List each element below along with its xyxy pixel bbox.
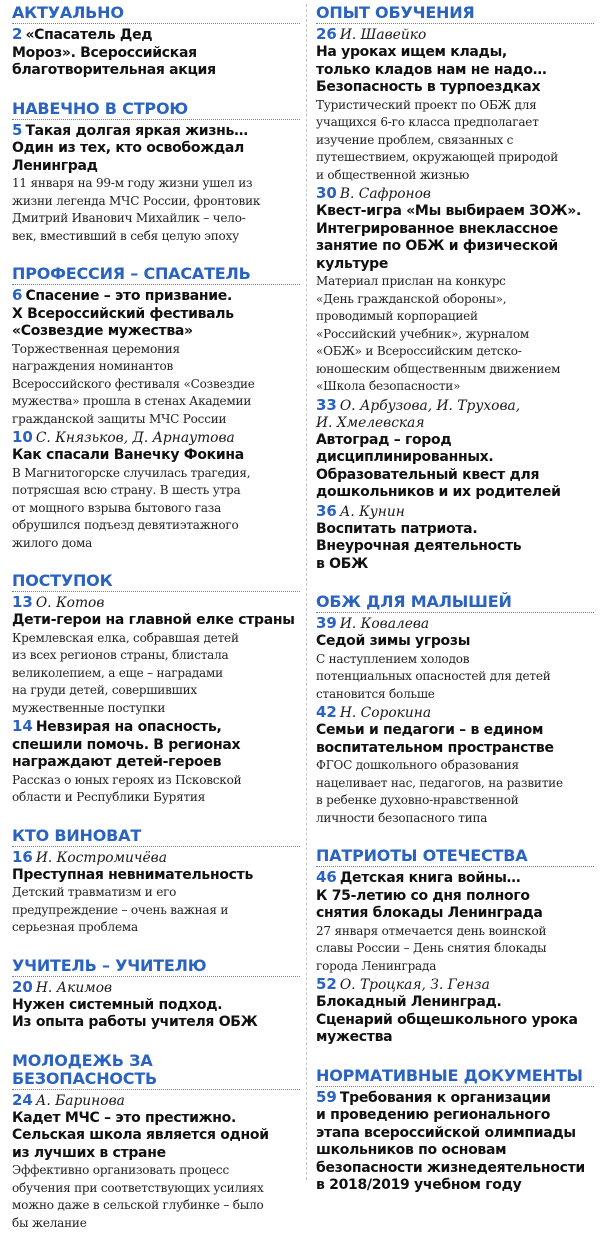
page-number: 42	[316, 703, 337, 721]
right-column	[316, 4, 594, 1215]
article-title[interactable]: Невзирая на опасность, спешили помочь. В регионах награждают детей-героев	[12, 719, 241, 770]
toc-section	[12, 827, 300, 937]
entry-author: А. Баринова	[35, 1092, 125, 1109]
page-number: 13	[12, 593, 33, 611]
section-heading: ПРОФЕССИЯ – СПАСАТЕЛЬ	[12, 265, 300, 285]
page-number: 5	[12, 120, 23, 139]
toc-entry[interactable]	[316, 615, 594, 703]
article-summary: 27 января отмечается день воинской славы России – День снятия блокады города Ленинграда	[316, 923, 547, 973]
entry-header	[12, 979, 300, 997]
section-heading: НАВЕЧНО В СТРОЮ	[12, 100, 300, 120]
entry-author: О. Арбузова, И. Трухова, И. Хмелевская	[316, 397, 521, 431]
toc-entry[interactable]	[316, 1089, 594, 1195]
page-number: 33	[316, 395, 337, 414]
toc-entry[interactable]	[316, 185, 594, 396]
toc-entry[interactable]	[12, 979, 300, 1032]
toc-entry[interactable]	[12, 26, 300, 80]
article-summary: С наступлением холодов потенциальных опасностей для детей становится больше	[316, 651, 551, 701]
entry-header	[12, 429, 300, 447]
entry-header	[316, 26, 594, 44]
toc-entry[interactable]	[316, 976, 594, 1047]
article-title[interactable]: Автоград – город дисциплинированных. Образовательный квест для дошкольников и их родителей	[316, 431, 561, 500]
page-number: 20	[12, 977, 33, 996]
article-summary: Материал прислан на конкурс «День гражданской обороны», проводимый корпорацией «Российский учебник», журналом «ОБЖ» и Всероссийским детско- юношеским общественным движением «Школа безопасности»	[316, 274, 561, 393]
toc-entry[interactable]	[316, 397, 594, 502]
page-number: 14	[12, 717, 33, 735]
page-number: 36	[316, 501, 337, 520]
article-title[interactable]: На уроках ищем клады, только кладов нам не надо… Безопасность в турпоездках	[316, 44, 547, 95]
entry-header	[316, 704, 594, 722]
section-heading: МОЛОДЕЖЬ ЗА БЕЗОПАСНОСТЬ	[12, 1052, 300, 1090]
article-summary: Торжественная церемония награждения номинантов Всероссийского фестиваля «Созвездие мужества» прошла в стенах Академии гражданской защиты МЧС России	[12, 341, 255, 426]
toc-section	[12, 4, 300, 80]
entry-author: Н. Сорокина	[339, 705, 432, 721]
entry-author: О. Котов	[35, 595, 105, 611]
page-number: 2	[12, 25, 23, 43]
entry-author: И. Шавейко	[339, 27, 427, 43]
article-title[interactable]: Детская книга войны… К 75-летию со дня полного снятия блокады Ленинграда	[316, 870, 543, 921]
article-summary: ФГОС дошкольного образования нацеливает нас, педагогов, на развитие в ребенке духовно-нравственной личности безопасного типа	[316, 758, 563, 825]
entry-author: С. Князьков, Д. Арнаутова	[35, 430, 235, 446]
page-number: 10	[12, 428, 33, 446]
article-title[interactable]: Как спасали Ванечку Фокина	[12, 447, 244, 463]
article-title[interactable]: Преступная невнимательность	[12, 866, 254, 883]
toc-section	[12, 1052, 300, 1233]
toc-entry[interactable]	[316, 869, 594, 975]
toc-entry[interactable]	[12, 429, 300, 552]
entry-header	[12, 849, 300, 867]
article-summary: Туристический проект по ОБЖ для учащихся 6-го класса предполагает изучение проблем, связанных с путешествием, окружающей природой и общественной жизнью	[316, 97, 559, 182]
article-title[interactable]: Дети-герои на главной елке страны	[12, 612, 295, 628]
article-summary: Рассказ о юных героях из Псковской области и Республики Бурятия	[12, 772, 242, 804]
page-number: 26	[316, 25, 337, 43]
page-number: 30	[316, 184, 337, 202]
section-heading: ПАТРИОТЫ ОТЕЧЕСТВА	[316, 847, 594, 867]
entry-header	[12, 594, 300, 612]
article-title[interactable]: Блокадный Ленинград. Сценарий общешкольного урока мужества	[316, 994, 578, 1045]
toc-entry[interactable]	[316, 503, 594, 574]
entry-header	[316, 503, 594, 521]
page-number: 46	[316, 868, 337, 886]
article-title[interactable]: Нужен системный подход. Из опыта работы учителя ОБЖ	[12, 996, 258, 1030]
article-summary: Эффективно организовать процесс обучения при соответствующих усилиях можно даже в сельской глубинке – было бы желание	[12, 1163, 264, 1230]
entry-author: Н. Акимов	[35, 979, 113, 996]
toc-section	[12, 957, 300, 1032]
entry-header	[316, 1089, 594, 1195]
entry-author: В. Сафронов	[339, 186, 431, 202]
toc-section	[12, 265, 300, 552]
entry-author: И. Ковалева	[339, 616, 430, 632]
section-heading: ОБЖ ДЛЯ МАЛЫШЕЙ	[316, 593, 594, 613]
section-heading: КТО ВИНОВАТ	[12, 827, 300, 847]
toc-section	[316, 4, 594, 573]
article-summary: В Магнитогорске случилась трагедия, потрясшая всю страну. В шесть утра от мощного взрыва бытового газа обрушился подъезд девятиэтажного жилого дома	[12, 465, 251, 550]
entry-header	[316, 397, 594, 432]
article-title[interactable]: «Спасатель Дед Мороз». Всероссийская благотворительная акция	[12, 27, 216, 78]
entry-header	[12, 122, 300, 176]
toc-entry[interactable]	[12, 849, 300, 937]
entry-header	[12, 287, 300, 341]
entry-header	[316, 615, 594, 633]
page-number: 39	[316, 614, 337, 632]
article-title[interactable]: Седой зимы угрозы	[316, 633, 471, 649]
section-heading: ПОСТУПОК	[12, 572, 300, 592]
article-title[interactable]: Семьи и педагоги – в едином воспитательном пространстве	[316, 722, 554, 756]
article-summary: Детский травматизм и его предупреждение – очень важная и серьезная проблема	[12, 885, 229, 934]
toc-entry[interactable]	[12, 1092, 300, 1233]
entry-header	[316, 185, 594, 203]
page-number: 52	[316, 975, 337, 993]
toc-entry[interactable]	[12, 718, 300, 807]
entry-header	[316, 869, 594, 923]
entry-header	[12, 1092, 300, 1110]
entry-header	[316, 976, 594, 994]
article-title[interactable]: Кадет МЧС – это престижно. Сельская школа является одной из лучших в стране	[12, 1109, 269, 1161]
article-title[interactable]: Требования к организации и проведению регионального этапа всероссийской олимпиады школьников по основам безопасности жизнедеятельности в 2018/2019 учебном году	[316, 1089, 585, 1193]
entry-author: О. Троцкая, З. Генза	[339, 977, 490, 993]
left-column	[12, 4, 300, 1252]
entry-header	[12, 718, 300, 772]
section-heading: УЧИТЕЛЬ – УЧИТЕЛЮ	[12, 957, 300, 977]
article-title[interactable]: Спасение – это призвание. X Всероссийский фестиваль «Созвездие мужества»	[12, 288, 234, 339]
toc-section	[316, 847, 594, 1047]
entry-author: А. Кунин	[339, 503, 405, 520]
page-number: 24	[12, 1090, 33, 1109]
article-summary: 11 января на 99-м году жизни ушел из жизни легенда МЧС России, фронтовик Дмитрий Иванович Михайлик – чело- век, вместивший в себя целую эпоху	[12, 176, 261, 243]
toc-entry[interactable]	[12, 122, 300, 246]
toc-entry[interactable]	[12, 287, 300, 428]
page-number: 16	[12, 847, 33, 866]
toc-entry[interactable]	[12, 594, 300, 717]
toc-section	[12, 100, 300, 246]
toc-section	[316, 593, 594, 827]
article-title[interactable]: Воспитать патриота. Внеурочная деятельность в ОБЖ	[316, 520, 522, 572]
page-number: 6	[12, 286, 23, 304]
page-number: 59	[316, 1087, 337, 1106]
section-heading: АКТУАЛЬНО	[12, 4, 300, 24]
article-title[interactable]: Такая долгая яркая жизнь… Один из тех, кто освобождал Ленинград	[12, 122, 248, 174]
toc-entry[interactable]	[316, 26, 594, 184]
toc-section	[12, 572, 300, 807]
toc-section	[316, 1067, 594, 1195]
article-title[interactable]: Квест-игра «Мы выбираем ЗОЖ». Интегрированное внеклассное занятие по ОБЖ и физической культуре	[316, 203, 582, 272]
section-heading: ОПЫТ ОБУЧЕНИЯ	[316, 4, 594, 24]
entry-author: И. Костромичёва	[35, 849, 167, 866]
section-heading: НОРМАТИВНЫЕ ДОКУМЕНТЫ	[316, 1067, 594, 1087]
entry-header	[12, 26, 300, 80]
toc-entry[interactable]	[316, 704, 594, 827]
article-summary: Кремлевская елка, собравшая детей из всех регионов страны, блистала великолепием, а еще – наградами на груди детей, совершивших мужественные поступки	[12, 630, 239, 715]
